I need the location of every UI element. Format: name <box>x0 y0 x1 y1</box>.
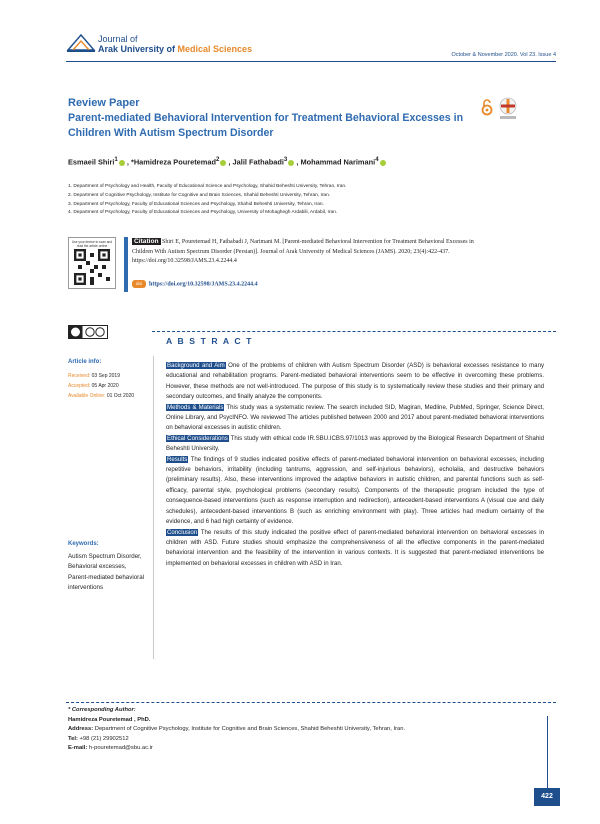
page-side-line <box>547 716 548 794</box>
header-divider <box>66 61 556 62</box>
issue-info: October & November 2020. Vol 23. Issue 4 <box>451 52 556 58</box>
corresponding-title: * Corresponding Author: <box>68 707 136 713</box>
crossmark-icon[interactable] <box>498 97 518 121</box>
article-info-title: Article info: <box>68 359 102 365</box>
abstract-title: A B S T R A C T <box>166 336 254 346</box>
author-name[interactable]: *Hamidreza Pouretemad <box>130 157 216 167</box>
tel-value: +98 (21) 29902512 <box>79 735 129 742</box>
qr-caption: Use your device to scan and read the article online <box>71 240 113 248</box>
citation-accent-bar <box>124 237 128 292</box>
affiliation: 4. Department of Psychology, Faculty of Educational Sciences and Psychology, University of Mohaghegh Ardabili, Ardabil, Iran. <box>68 210 338 216</box>
affiliations <box>68 183 538 218</box>
abstract-section <box>166 528 544 570</box>
doi-row <box>132 280 258 288</box>
email-label: E-mail: <box>68 745 88 752</box>
doi-icon: doi <box>132 280 146 288</box>
abstract-divider <box>152 331 556 332</box>
qr-code-box[interactable] <box>68 237 116 289</box>
author-affil-sup: 1 <box>114 156 118 163</box>
orcid-icon[interactable] <box>220 160 226 166</box>
affiliation: 1. Department of Psychology and Health, Faculty of Educational Science and Psychology, Shahid Beheshti University, Tehran, Iran. <box>68 184 347 189</box>
author-affil-sup: 4 <box>375 156 379 163</box>
keywords-title: Keywords: <box>68 541 99 547</box>
citation-block <box>132 237 477 267</box>
abstract-section-text: The findings of 9 studies indicated positive effects of parent-mediated behavioral intervention on behavioral excesses, including repetitive behaviors, irritability (including tantrums, aggression, and self-injurious behaviors), echolalia, and destructive behaviors (preliminary results). Also, these interventions improved the adaptive behaviors in autistic children, and parental functions such as self-efficacy, parental style, psychological problems (secondary results). Components of the therapeutic program included the type of consequence-based interventions (such as response interruption and redirection), antecedent-based interventions A (visual cue and daily schedules), antecedent-based interventions B (such as enriching environment with play). Three articles had medium certainty of the evidence, and 6 had high certainty of evidence. <box>166 455 544 526</box>
citation-label: Citation <box>134 238 159 245</box>
journal-name-line2b: Medical Sciences <box>177 44 253 54</box>
corresponding-name: Hamidreza Pouretemad , PhD. <box>68 716 151 723</box>
affiliation: 2. Department of Cognitive Psychology, Institute for Cognitive and Brain Sciences, Shahid Beheshti University, Tehran, Iran. <box>68 192 331 198</box>
footer-divider <box>66 702 556 703</box>
abstract-section-text: This study was a systematic review. The search included SID, Magiran, Medline, PubMed, Springer, Science Direct, Online Library, and PsycINFO. We reviewed The articles published between 2000 and 2017 about parent-mediated behavioral interventions on behavioral excesses in autistic children. <box>166 403 545 432</box>
doi-link[interactable]: https://doi.org/10.32598/JAMS.23.4.2244.4 <box>149 281 258 288</box>
author-affil-sup: 2 <box>216 156 220 163</box>
available-label: Available Online: <box>68 393 106 399</box>
journal-logo-icon <box>66 32 96 54</box>
abstract-section-text: One of the problems of children with Autism Spectrum Disorder (ASD) is behavioral excesses resistance to many educational and rehabilitation programs. Parent-mediated behavioral interventions seem to be effective in overcoming these problems. However, these methods are not well-introduced. The purpose of this study is to systematically review these studies and their primary and secondary outcomes, and finally analyze the components. <box>166 362 545 401</box>
keywords-text: Autism Spectrum Disorder, Behavioral excesses, Parent-mediated behavioral interventions <box>68 553 145 592</box>
orcid-icon[interactable] <box>119 160 125 166</box>
abstract-section-text: This study with ethical code IR.SBU.ICBS.97/1013 was approved by the Biological Research Department of Shahid Beheshti University. <box>166 434 544 453</box>
abstract-section-label: Ethical Considerations <box>167 434 228 442</box>
accepted-date: 05 Apr 2020 <box>91 383 119 389</box>
received-label: Received: <box>68 373 91 379</box>
abstract-section <box>166 455 544 528</box>
author-name[interactable]: Jalil Fathabadi <box>232 157 284 167</box>
tel-label: Tel: <box>68 735 78 742</box>
orcid-icon[interactable] <box>380 160 386 166</box>
citation-text: Shiri E, Pouretemad H, Fathabadi J, Narimani M. [Parent-mediated Behavioral Intervention for Treatment Behavioral Excesses in Children With Autism Spectrum Disorder (Persian)]. Journal of Arak University of Medical Sciences (JAMS). 2020; 23(4):422-437. https://doi.org/10.32598/JAMS.23.4.2244.4 <box>132 239 474 264</box>
open-access-icon[interactable] <box>480 98 494 116</box>
abstract-side-rule <box>153 356 154 659</box>
affiliation: 3. Department of Psychology, Faculty of Educational Sciences and Psychology, Shahid Beheshti University, Tehran, Iran. <box>68 201 324 207</box>
journal-name-line1: Journal of <box>98 34 138 44</box>
abstract-section-label: Background and Aim <box>167 362 225 369</box>
author-affil-sup: 3 <box>283 156 288 163</box>
abstract-section-text: The results of this study indicated the positive effect of parent-mediated behavioral intervention on behavioral excesses in children with ASD. Future studies should emphasize the comprehensiveness of all the effective components in the parent-mediated behavioral intervention and the feasibility of the intervention in various contexts. It is suggested that parent-mediated interventions be implemented on behavioral excesses in children with ASD in Iran. <box>166 528 544 567</box>
abstract-section-label: Methods & Materials <box>167 403 224 411</box>
creative-commons-icon[interactable] <box>68 325 108 339</box>
received-date: 03 Sep 2019 <box>91 373 120 379</box>
paper-type: Review Paper <box>68 97 140 109</box>
address-label: Address: <box>68 726 94 733</box>
abstract-section <box>166 403 544 434</box>
corresponding-author <box>68 706 405 754</box>
article-dates <box>68 371 134 401</box>
author-name[interactable]: Esmaeil Shiri <box>68 157 115 167</box>
page-number: 422 <box>534 788 560 806</box>
email-value[interactable]: h-pouretemad@sbu.ac.ir <box>88 745 153 752</box>
orcid-icon[interactable] <box>288 160 294 166</box>
address-value: Department of Cognitive Psychology, Institute for Cognitive and Brain Sciences, Shahid Beheshti University, Tehran, Iran. <box>94 726 406 733</box>
abstract-section-label: Results <box>167 455 188 463</box>
author-list: Esmaeil Shiri$^1$ , *Hamidreza Pouretemad$^2$ , Jalil Fathabadi$^3$ , Mohammad Narimani$^4$ <box>68 156 388 166</box>
paper-title: Parent-mediated Behavioral Intervention for Treatment Behavioral Excesses in Children With Autism Spectrum Disorder <box>68 112 464 139</box>
abstract-section <box>166 361 544 403</box>
journal-name-line2a: Arak University of <box>98 44 178 54</box>
journal-name <box>98 34 252 54</box>
abstract-body <box>166 361 544 569</box>
available-date: 01 Oct 2020 <box>106 393 135 399</box>
qr-code-icon[interactable] <box>74 249 110 285</box>
abstract-section-label: Conclusion <box>167 528 198 536</box>
accepted-label: Accepted: <box>68 383 91 389</box>
author-name[interactable]: Mohammad Narimani <box>300 157 376 167</box>
abstract-section <box>166 434 544 455</box>
